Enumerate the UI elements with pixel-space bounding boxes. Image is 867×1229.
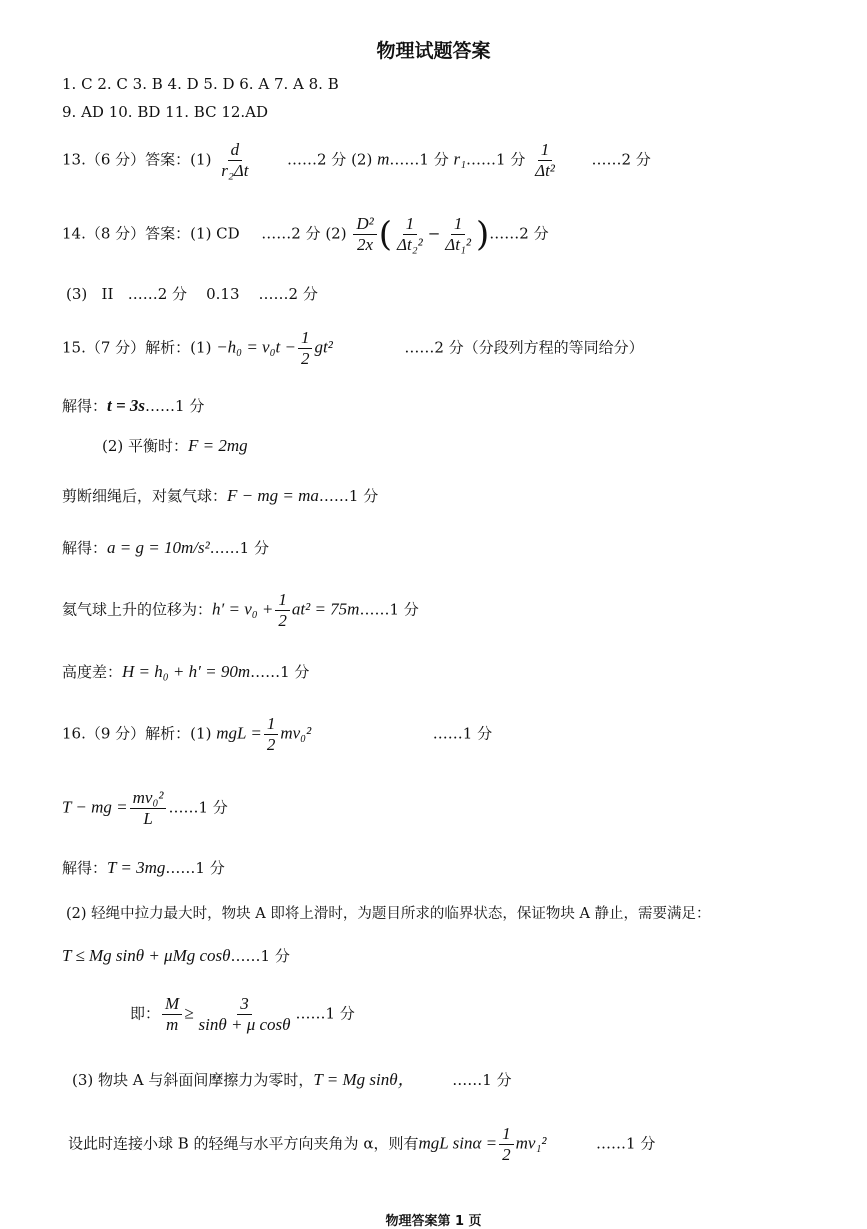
right-paren: ) [476, 214, 490, 255]
equation: a = g = 10m/s² [107, 538, 210, 557]
q14-f2-den: Δt₂² [397, 235, 423, 254]
equation: mgL sinα = [418, 1133, 498, 1153]
q15-line-7 [62, 662, 309, 682]
equation: mv₁² [515, 1133, 547, 1153]
choice-answers-row-1: 1. C 2. C 3. B 4. D 5. D 6. A 7. A 8. B [62, 75, 339, 93]
q14-head: 14.（8 分）答案：(1) CD [62, 224, 240, 243]
q14-line [62, 214, 549, 255]
q13-fraction-1 [218, 140, 251, 181]
equation: T = 3mg [107, 858, 166, 877]
equation: T ≤ Mg sinθ + μMg cosθ [62, 946, 231, 965]
fraction [196, 994, 294, 1035]
q15-score-1: ……2 分（分段列方程的等同给分） [404, 338, 644, 357]
score: ……1 分 [452, 1071, 512, 1089]
q16-line-5 [62, 946, 290, 966]
equation: H = h₀ + h′ = 90m [122, 662, 251, 681]
q13-m: m [377, 149, 390, 169]
score: ……1 分 [250, 663, 310, 681]
q14-f3-den: Δt₁² [445, 235, 472, 254]
num: mv₀² [130, 788, 167, 809]
q16-line-6 [130, 994, 355, 1035]
q13-head: 13.（6 分）答案：(1) [62, 150, 212, 169]
score: ……1 分 [295, 1004, 355, 1023]
den: 2 [266, 735, 276, 754]
equation: h′ = v₀ + [212, 599, 274, 619]
q14-f1-den: 2x [357, 235, 374, 254]
q14-minus: − [427, 224, 441, 243]
fraction [162, 994, 182, 1035]
q15-eq1-a: −h₀ = v₀t − [216, 337, 296, 357]
q14-f1-num: D² [353, 214, 376, 235]
equation: at² = 75m [291, 599, 360, 619]
score: ……1 分 [230, 947, 290, 965]
score: ……1 分 [596, 1134, 656, 1153]
score: ……1 分 [165, 859, 225, 877]
left-paren: ( [378, 214, 392, 255]
page-title: 物理试题答案 [376, 40, 491, 62]
num: 1 [264, 714, 279, 735]
q14-fraction-3 [442, 214, 474, 255]
q15-line-4 [62, 486, 378, 506]
q16-line-1 [62, 714, 492, 755]
q13-fraction-2 [532, 140, 558, 181]
q15-line-3 [102, 436, 248, 456]
choice-answers-row-2: 9. AD 10. BD 11. BC 12.AD [62, 103, 269, 121]
num: M [162, 994, 182, 1015]
page-footer: 物理答案第 1 页 [385, 1214, 482, 1229]
label: 即： [130, 1004, 161, 1023]
label: (2) 平衡时： [102, 437, 189, 455]
score: ……1 分 [145, 397, 205, 415]
equation: T − mg = [62, 797, 128, 817]
q15-half [298, 328, 313, 369]
score: ……1 分 [168, 798, 228, 817]
q15-line-5 [62, 538, 269, 558]
half-fraction [275, 590, 290, 631]
q15-eq1-b: gt² [314, 337, 333, 357]
q15-half-num: 1 [298, 328, 313, 349]
fraction [130, 788, 167, 829]
ge-sign: ≥ [184, 1003, 194, 1023]
half-fraction [499, 1124, 514, 1165]
score: ……1 分 [209, 539, 269, 557]
q13-f2-num: 1 [538, 140, 553, 161]
label: 解得： [62, 397, 108, 415]
q13-f2-den: Δt² [535, 161, 555, 180]
q13-line [62, 140, 651, 181]
label: (3) 物块 A 与斜面间摩擦力为零时， [72, 1071, 314, 1089]
q13-f1-num: d [228, 140, 243, 161]
den: 2 [278, 611, 287, 630]
q15-line-6 [62, 590, 419, 631]
den: 2 [502, 1145, 511, 1164]
q13-r1: r₁ [453, 149, 467, 169]
q15-half-den: 2 [300, 349, 310, 368]
equation: t = 3s [107, 396, 146, 415]
q16-head: 16.（9 分）解析：(1) [62, 724, 212, 743]
q14-score-1: ……2 分 (2) [261, 224, 347, 243]
score: ……1 分 [432, 724, 493, 743]
label: 解得： [62, 539, 108, 557]
label: 氦气球上升的位移为： [62, 600, 213, 619]
label: 解得： [62, 859, 108, 877]
q16-line-7 [72, 1070, 512, 1090]
q16-line-2 [62, 788, 228, 829]
den: L [143, 809, 153, 828]
equation: F = 2mg [188, 436, 248, 455]
q14-part-3: (3) II ……2 分 0.13 ……2 分 [66, 285, 318, 303]
num: 1 [275, 590, 290, 611]
half-fraction [264, 714, 279, 755]
q14-f2-num: 1 [403, 214, 418, 235]
equation: mv₀² [280, 723, 312, 743]
den: sinθ + μ cosθ [198, 1015, 291, 1034]
q16-line-3 [62, 858, 225, 878]
q13-score-4: ……2 分 [591, 150, 651, 169]
score: ……1 分 [359, 600, 419, 619]
score: ……1 分 [318, 487, 379, 505]
label: 高度差： [62, 663, 123, 681]
label: 设此时连接小球 B 的轻绳与水平方向夹角为 α，则有 [68, 1134, 419, 1153]
q15-line-1 [62, 328, 644, 369]
q14-f3-num: 1 [451, 214, 466, 235]
q13-f1-den: r₂Δt [221, 161, 249, 180]
q14-score-2: ……2 分 [489, 224, 549, 243]
label: 剪断细绳后，对氦气球： [62, 487, 228, 505]
q13-score-3: ……1 分 [466, 150, 526, 169]
q14-fraction-2 [394, 214, 426, 255]
q13-score-2: ……1 分 [389, 150, 449, 169]
equation: T = Mg sinθ， [313, 1070, 415, 1089]
q15-head: 15.（7 分）解析：(1) [62, 338, 212, 357]
equation: F − mg = ma [227, 486, 319, 505]
num: 1 [499, 1124, 514, 1145]
q15-line-2 [62, 396, 204, 416]
num: 3 [237, 994, 252, 1015]
q14-fraction-1 [353, 214, 376, 255]
equation: mgL = [216, 723, 262, 743]
q16-line-8 [68, 1124, 655, 1165]
q16-line-4: (2) 轻绳中拉力最大时，物块 A 即将上滑时，为题目所求的临界状态，保证物块 A 静止，需要满足： [66, 906, 711, 922]
q13-score-1: ……2 分 (2) [287, 150, 373, 169]
den: m [165, 1015, 179, 1034]
